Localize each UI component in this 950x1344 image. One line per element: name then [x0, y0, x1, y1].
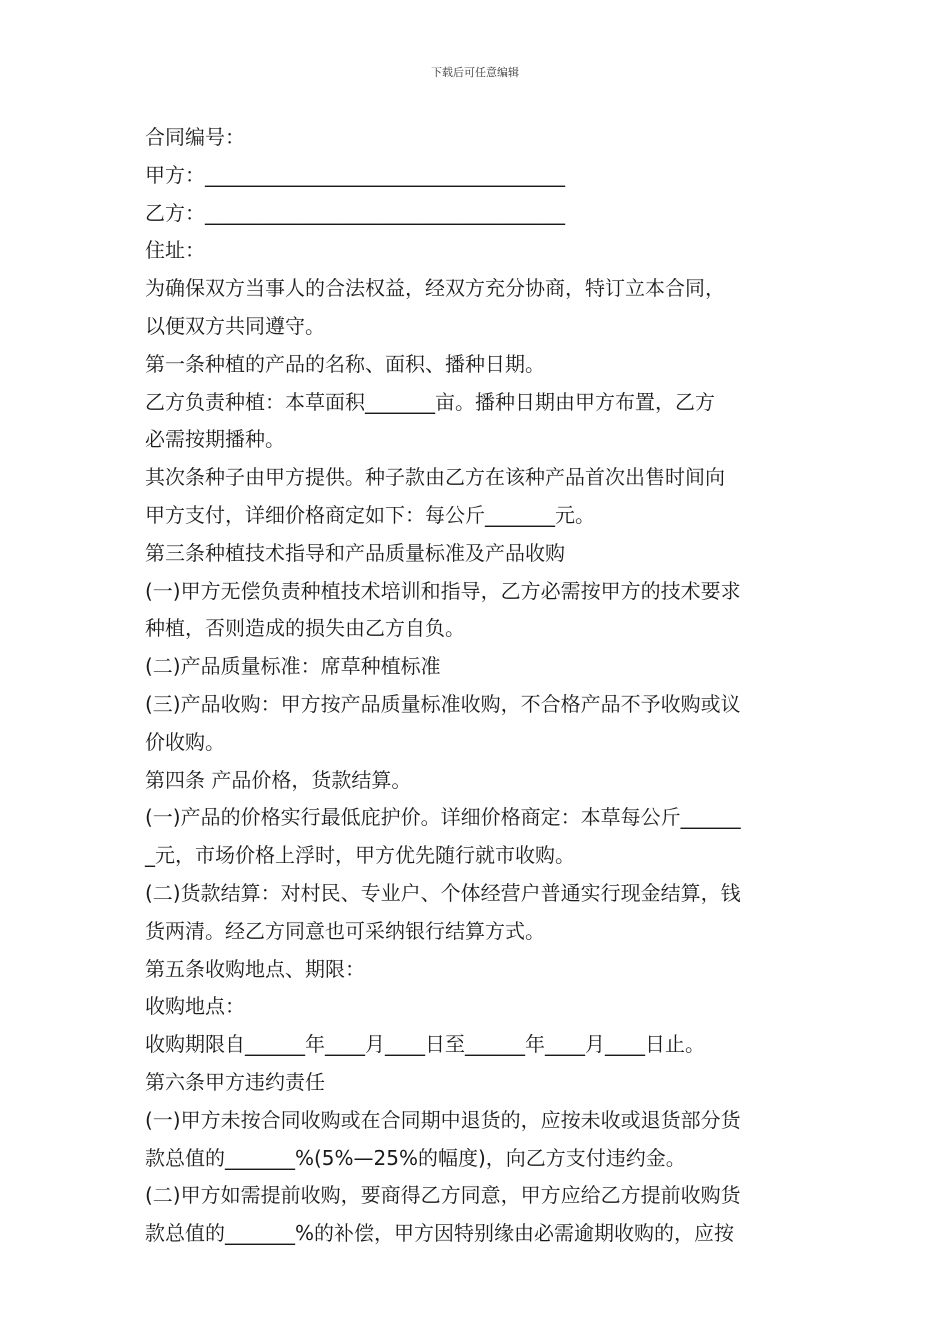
article-6-item: (一)甲方未按合同收购或在合同期中退货的，应按未收或退货部分货 [145, 1107, 741, 1132]
contract-body [145, 119, 815, 1253]
article-5-text: 收购地点： [145, 994, 245, 1019]
article-5-heading: 第五条收购地点、期限： [145, 956, 365, 981]
article-1-text: 必需按期播种。 [145, 427, 285, 452]
page-header-note: 下载后可任意编辑 [431, 66, 519, 79]
article-2-text: 甲方支付，详细价格商定如下：每公斤_______元。 [145, 502, 595, 527]
article-1-text: 乙方负责种植：本草面积_______亩。播种日期由甲方布置，乙方 [145, 389, 715, 414]
article-6-item: 款总值的_______%(5%—25%的幅度)，向乙方支付违约金。 [145, 1145, 686, 1170]
article-6-item: (二)甲方如需提前收购，要商得乙方同意，甲方应给乙方提前收购货 [145, 1183, 741, 1208]
article-1-heading: 第一条种植的产品的名称、面积、播种日期。 [145, 351, 545, 376]
article-4-item: 货两清。经乙方同意也可采纳银行结算方式。 [145, 918, 545, 943]
preamble-line: 以便双方共同遵守。 [145, 313, 325, 338]
article-3-item: 价收购。 [145, 729, 225, 754]
address-line: 住址： [145, 238, 205, 263]
article-4-heading: 第四条 产品价格，货款结算。 [145, 767, 412, 792]
article-2-text: 其次条种子由甲方提供。种子款由乙方在该种产品首次出售时间向 [145, 465, 725, 490]
article-6-item: 款总值的_______%的补偿，甲方因特别缘由必需逾期收购的，应按 [145, 1221, 735, 1246]
article-4-item: _元，市场价格上浮时，甲方优先随行就市收购。 [145, 843, 575, 868]
article-3-item: 种植，否则造成的损失由乙方自负。 [145, 616, 465, 641]
party-b-line: 乙方：____________________________________ [145, 200, 565, 225]
article-5-text: 收购期限自______年____月____日至______年____月____日止。 [145, 1032, 705, 1057]
party-a-line: 甲方：____________________________________ [145, 162, 565, 187]
article-4-item: (二)货款结算：对村民、专业户、个体经营户普通实行现金结算，钱 [145, 880, 741, 905]
article-4-item: (一)产品的价格实行最低庇护价。详细价格商定：本草每公斤______ [145, 805, 741, 830]
preamble-line: 为确保双方当事人的合法权益，经双方充分协商，特订立本合同， [145, 276, 725, 301]
article-3-item: (二)产品质量标准：席草种植标准 [145, 654, 441, 679]
article-3-item: (三)产品收购：甲方按产品质量标准收购，不合格产品不予收购或议 [145, 691, 741, 716]
contract-number-line: 合同编号： [145, 125, 245, 149]
article-3-item: (一)甲方无偿负责种植技术培训和指导，乙方必需按甲方的技术要求 [145, 578, 741, 603]
article-3-heading: 第三条种植技术指导和产品质量标准及产品收购 [145, 540, 565, 565]
article-6-heading: 第六条甲方违约责任 [145, 1069, 325, 1094]
